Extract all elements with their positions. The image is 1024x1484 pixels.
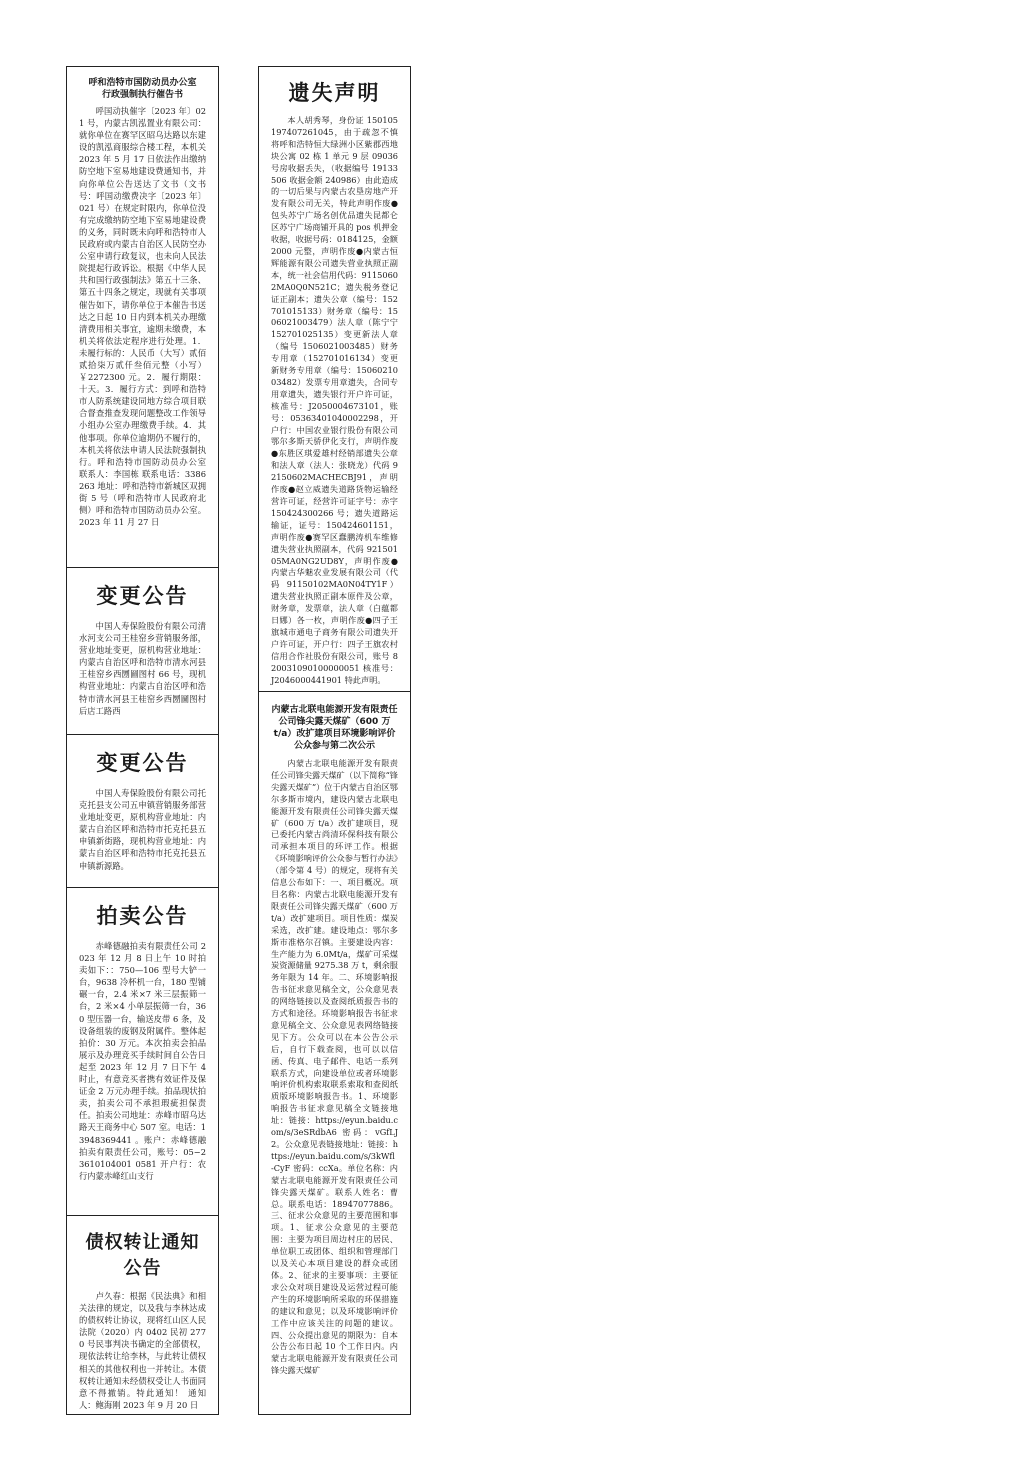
notice-body: 本人胡秀琴，身份证 150105197407261045，由于疏忽不慎将呼和浩特恒大绿洲小区紫郡西地块公寓 02 栋 1 单元 9 层 09036 号房收据丢失，（收据编号 19133506 收据金额 240986）由此造成的一切后果与内蒙古农垦房地产开发有限公司无关，特此声明作废●包头苏宁广场名创优品遗失昆都仑区苏宁广场商铺开具的 pos 机押金收据，收据号码：0184125，金额 2000 元整，声明作废●内蒙古恒辉能源有限公司遗失营业执照正副本，统一社会信用代码：91150602MA0Q0N521C；遗失税务登记证正副本；遗失公章（编号：152701015133）财务章（编号：1506021003479）法人章（陈宁宁 152701025135）变更新法人章（编号 1506021003485）财务专用章（152701016134）变更新财务专用章（编号：1506021003482）发票专用章遗失，合同专用章遗失，遗失银行开户许可证，核准号：J2050004673101，账号：05363401040002298，开户行：中国农业银行股份有限公司鄂尔多斯天骄伊化支行，声明作废●东胜区琪爱雄村经销部遗失公章和法人章（法人：张晓龙）代码 92150602MACHECBJ91，声明作废●赵立威遗失道路货物运输经营许可证，经营许可证字号：赤字 150424300266 号；遗失道路运输证，证号：150424601151，声明作废●赛罕区蠢鹏涛机车维修遗失营业执照副本，代码 92150105MA0NG2UD8Y，声明作废●内蒙古华魅农业发展有限公司（代码 91150102MA0N04TY1F）遗失营业执照正副本原件及公章，财务章，发票章，法人章（白蕴都日娜）各一枚，声明作废●四子王旗城市通电子商务有限公司遗失开户许可证，开户行：四子王旗农村信用合作社股份有限公司，账号 820031090100000051 核准号：J2046000441901 特此声明。 [271,115,398,685]
notice-title: 变更公告 [96,751,189,775]
notice-change-qingshuihe [66,567,219,735]
notice-body: 内蒙古北联电能源开发有限责任公司锋尖露天煤矿（以下简称“锋尖露天煤矿”）位于内蒙古自治区鄂尔多斯市境内，建设内蒙古北联电能源开发有限责任公司锋尖露天煤矿（600 万 t/a）改扩建项目，现已委托内蒙古尚清环保科技有限公司承担本项目的环评工作。根据《环境影响评价公众参与暂行办法》（部令第 4 号）的规定，现将有关信息公布如下：一、项目概况。项目名称：内蒙古北联电能源开发有限责任公司锋尖露天煤矿（600 万 t/a）改扩建项目。项目性质：煤炭采选，改扩建。建设地点：鄂尔多斯市准格尔召镇。主要建设内容：生产能力为 6.0Mt/a，煤矿可采煤炭资源储量 9275.38 万 t，剩余服务年限为 14 年。二、环境影响报告书征求意见稿全文，公众意见表的网络链接以及查阅纸质报告书的方式和途径。环境影响报告书征求意见稿全文、公众意见表网络链接见下方。公众可以在本公告公示后，自行下载查阅，也可以以信函、传真、电子邮件、电话一系列联系方式，向建设单位或者环境影响评价机构索取联系索取和查阅纸质版环境影响报告书。1、环境影响报告书征求意见稿全文链接地址：链接：https://eyun.baidu.com/s/3eSRdbA6 密码：vGfLJ2。公众意见表链接地址：链接：https://eyun.baidu.com/s/3kWfl -CyF 密码：ccXa。单位名称：内蒙古北联电能源开发有限责任公司锋尖露天煤矿。联系人姓名：曹总。联系电话：18947077886。三、征求公众意见的主要范围和事项。1、征求公众意见的主要范围：主要为项目周边村庄的居民、单位职工或团体、组织和管理部门以及关心本项目建设的群众或团体。2、征求的主要事项：主要征求公众对项目建设及运营过程可能产生的环境影响所采取的环保措施的建议和意见；以及环境影响评价工作中应该关注的问题的建议。四、公众提出意见的期限为：自本公告公布日起 10 个工作日内。内蒙古北联电能源开发有限责任公司锋尖露天煤矿 [271,758,398,1376]
notice-title: 债权转让通知公告 [85,1232,200,1279]
notice-body: 呼国动执催字〔2023 年〕021 号，内蒙古凯泓置业有限公司：就你单位在赛罕区昭乌达路以东建设的凯泓商服综合楼工程，本机关 2023 年 5 月 17 日依法作出缴纳防空地下室易地建设费通知书，并向你单位公告送达了文书（文书号：呼国动缴费决字〔2023 年〕021 号）在规定时限内，你单位没有完成缴纳防空地下室易地建设费的义务，同时既未向呼和浩特市人民政府或内蒙古自治区人民防空办公室申请行政复议，也未向人民法院提起行政诉讼。根据《中华人民共和国行政强制法》第五十三条、第五十四条之规定，现就有关事项催告如下，请你单位于本催告书送达之日起 10 日内到本机关办理缴清费用相关事宜，逾期未缴费，本机关将依法定程序进行处理。1．未履行标的：人民币（大写）贰佰贰拾柒万贰仟叁佰元整（小写）￥2272300 元。2．履行期限：十天。3．履行方式：到呼和浩特市人防系统建设同地方综合项目联合督查推查发现问题整改工作领导小组办公室办理缴费手续。4．其他事项。你单位逾期仍不履行的，本机关将依法申请人民法院强制执行。呼和浩特市国防动员办公室 联系人：李国栋 联系电话：3386263 地址：呼和浩特市新城区双拥街 5 号（呼和浩特市人民政府北侧）呼和浩特市国防动员办公室。2023 年 11 月 27 日 [79,106,206,528]
notice-body: 中国人寿保险股份有限公司清水河支公司王桂窑乡营销服务部，营业地址变更，原机构营业地址：内蒙古自治区呼和浩特市清水河县王桂窑乡西圐圙图村 66 号，现机构营业地址：内蒙古自治区呼和浩特市清水河县王桂窑乡西圐圙图村后店工路西 [79,621,206,716]
notice-debt-transfer [66,1215,219,1415]
notice-auction [66,887,219,1216]
notice-title: 拍卖公告 [96,904,189,928]
notice-title: 遗失声明 [288,81,381,105]
notice-body: 卢久春：根据《民法典》和相关法律的规定，以及我与李林达成的债权转让协议，现将红山区人民法院（2020）内 0402 民初 2770 号民事判决书确定的全部债权，现依法转让给李林，与此转让债权相关的其他权利也一并转让。本债权转让通知未经债权受让人书面同意不得撤销。特此通知！ 通知人：鲍海刚 2023 年 9 月 20 日 [79,1291,206,1410]
notice-change-tuoketuo [66,734,219,888]
notice-title [79,77,206,101]
notice-eia-public-participation [258,691,411,1415]
notice-civil-defense-reminder [66,66,219,568]
notice-title-line1: 呼和浩特市国防动员办公室 [88,78,197,88]
notice-lost-declaration [258,66,411,692]
notice-title: 内蒙古北联电能源开发有限责任公司锋尖露天煤矿（600 万 t/a）改扩建项目环境影响评价公众参与第二次公示 [271,705,398,751]
notice-title: 变更公告 [96,584,189,608]
notice-body: 中国人寿保险股份有限公司托克托县支公司五申镇营销服务部营业地址变更，原机构营业地址：内蒙古自治区呼和浩特市托克托县五申镇新街路，现机构营业地址：内蒙古自治区呼和浩特市托克托县五申镇新源路。 [79,788,206,871]
notice-title-line2: 行政强制执行催告书 [101,90,183,100]
notice-body: 赤峰德融拍卖有限责任公司 2023 年 12 月 8 日上午 10 时拍卖如下：：750—106 型号大铲一台，9638 冷杯机一台，180 型铺碾一台，2.4 米×7 米三层振筛一台，2 米×4 小单层振筛一台，360 型压器一台，输送皮带 6 条，及设备组装的废钢及附属件。整体起拍价：30 万元。本次拍卖会拍品展示及办理竞买手续时间自公告日起至 2023 年 12 月 7 日下午 4 时止，有意竞买者携有效证件及保证金 2 万元办理手续。拍品现状拍卖，拍卖公司不承担瑕疵担保责任。拍卖公司地址：赤峰市昭乌达路天王商务中心 507 室。电话：13948369441 。账户：赤峰德融拍卖有限责任公司，账号：05−23610104001 0581 开户行：农行内蒙赤峰红山支行 [79,941,206,1181]
